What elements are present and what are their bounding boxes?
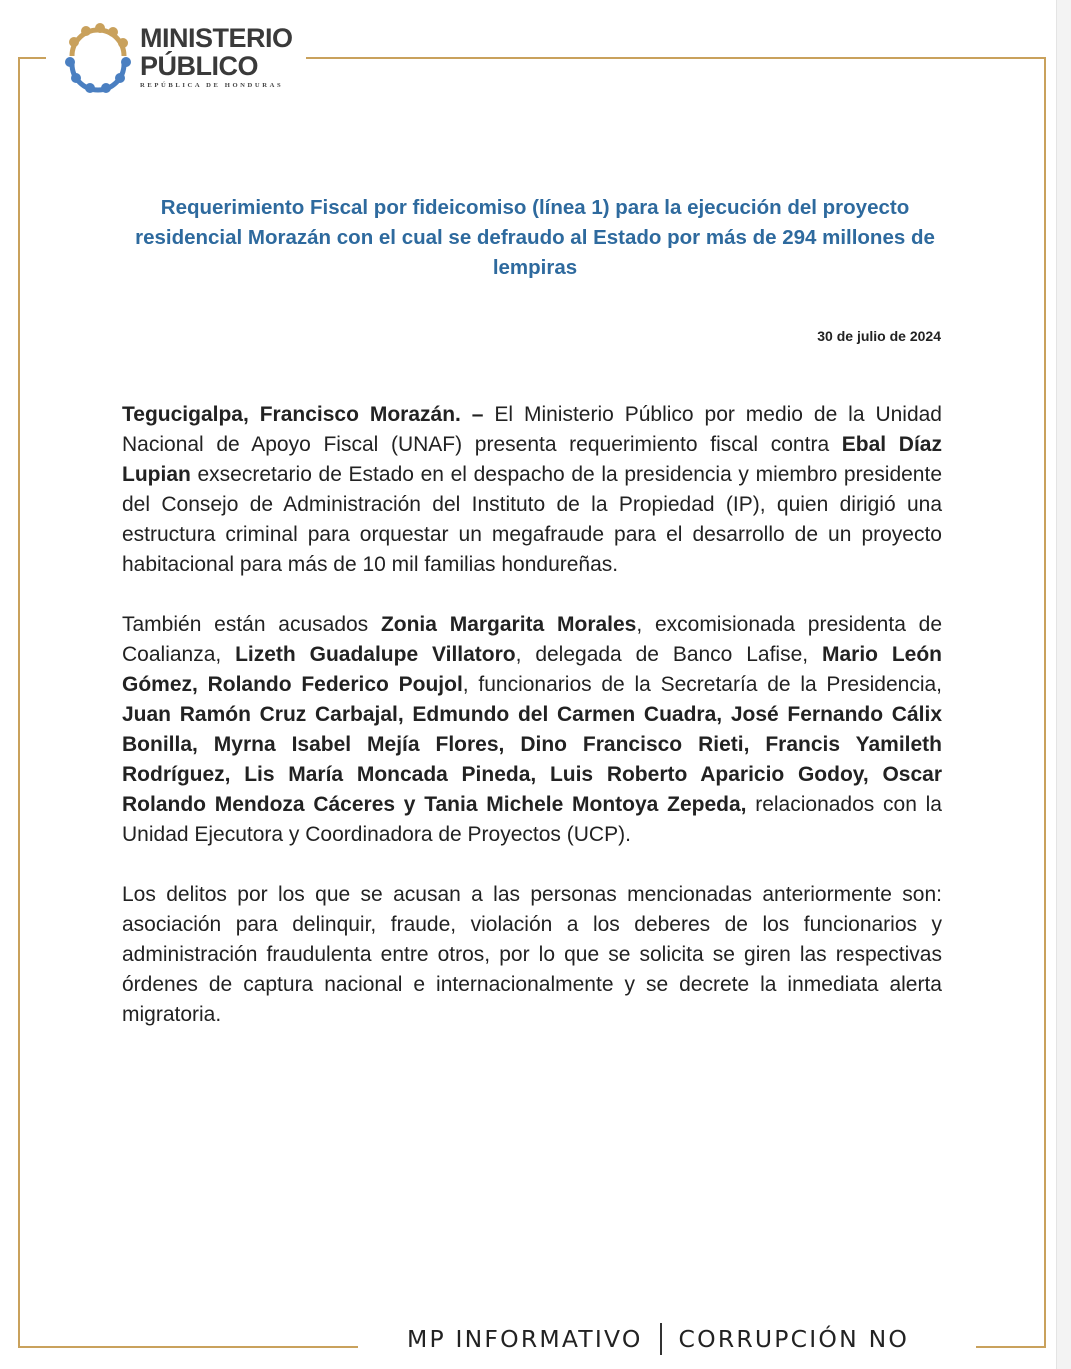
bold-text-run: Juan Ramón Cruz Carbajal, Edmundo del Carmen Cuadra, José Fernando Cálix Bonilla, Myrna Isabel Mejía Flores, Dino Francisco Rieti, Francis Yamileth Rodríguez, Lis María Moncada Pineda, Luis Roberto Aparicio Godoy, Oscar Rolando Mendoza Cáceres y Tania Michele Montoya Zepeda, (122, 703, 942, 816)
text-run: exsecretario de Estado en el despacho de la presidencia y miembro presidente del Consejo de Administración del Instituto de la Propiedad (IP), quien dirigió una estructura criminal para orquestar un megafraude para el desarrollo de un proyecto habitacional para más de 10 mil familias hondureñas. (122, 463, 942, 576)
text-run: También están acusados (122, 613, 381, 636)
frame-top-right (306, 57, 1046, 59)
ministerio-publico-logo (62, 22, 302, 98)
bold-text-run: Lizeth Guadalupe Villatoro (235, 643, 516, 666)
bold-text-run: Mario León Gómez, Rolando Federico Poujol (122, 643, 942, 696)
footer-separator (660, 1323, 662, 1355)
frame-top-left (18, 57, 46, 59)
bold-text-run: Ebal Díaz Lupian (122, 433, 942, 486)
paragraph-1 (122, 400, 942, 580)
frame-bottom-left (18, 1346, 358, 1348)
frame-right (1044, 57, 1046, 1348)
logo-line-2: PÚBLICO (140, 51, 258, 81)
frame-bottom-right (976, 1346, 1046, 1348)
people-circle-logo-icon (62, 22, 134, 94)
paragraph-3 (122, 880, 942, 1030)
text-run: Los delitos por los que se acusan a las personas mencionadas anteriormente son: asociación para delinquir, fraude, violación a los deberes de los funcionarios y administración fraudulenta entre otros, por lo que se solicita se giren las respectivas órdenes de captura nacional e internacionalmente y se decrete la inmediata alerta migratoria. (122, 883, 942, 1026)
paragraph-2 (122, 610, 942, 850)
footer-corrupcion-no: CORRUPCIÓN NO (678, 1325, 910, 1353)
page-edge (1056, 0, 1071, 1369)
bold-text-run: Tegucigalpa, Francisco Morazán. – (122, 403, 484, 426)
document-body (122, 400, 942, 1060)
bold-text-run: Zonia Margarita Morales (380, 613, 637, 636)
text-run: , excomisionada presidenta de Coalianza, (122, 613, 942, 666)
logo-subtitle: REPÚBLICA DE HONDURAS (140, 82, 284, 89)
footer-tagline (407, 1322, 909, 1356)
text-run: relacionados con la Unidad Ejecutora y Coordinadora de Proyectos (UCP). (122, 793, 942, 846)
document-date: 30 de julio de 2024 (817, 328, 941, 344)
text-run: El Ministerio Público por medio de la Unidad Nacional de Apoyo Fiscal (UNAF) presenta requerimiento fiscal contra (122, 403, 942, 456)
logo-line-1: MINISTERIO (140, 23, 293, 53)
document-title: Requerimiento Fiscal por fideicomiso (línea 1) para la ejecución del proyecto residencial Morazán con el cual se defraudo al Estado por más de 294 millones de lempiras (135, 196, 935, 279)
footer-mp-informativo: MP INFORMATIVO (407, 1325, 643, 1353)
frame-left (18, 57, 20, 1348)
text-run: , funcionarios de la Secretaría de la Presidencia, (462, 673, 942, 696)
text-run: , delegada de Banco Lafise, (515, 643, 822, 666)
